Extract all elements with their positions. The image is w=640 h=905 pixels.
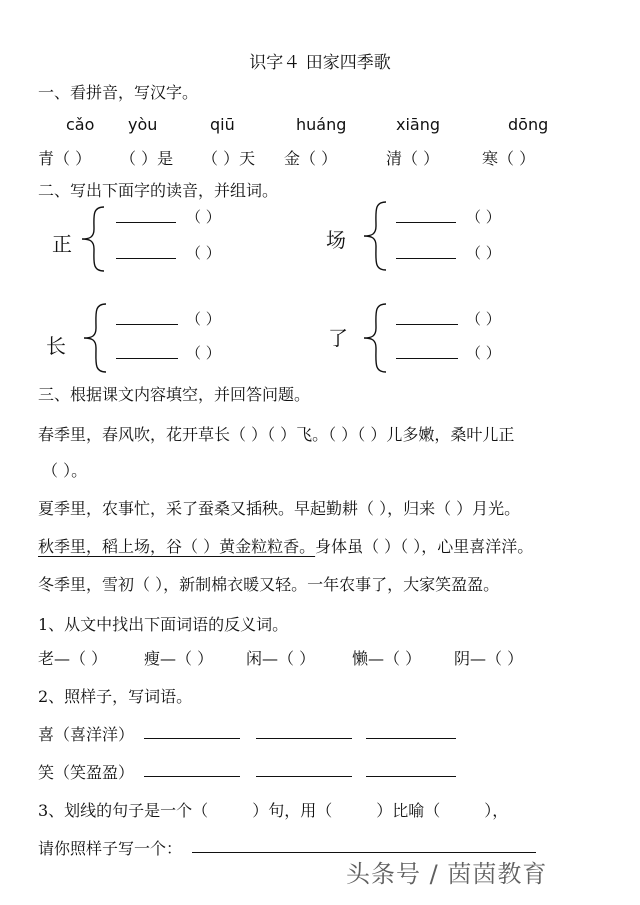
answer-line-xi-1[interactable] [144,738,240,739]
answer-line-xi-3[interactable] [366,738,456,739]
answer-line-xiao-2[interactable] [256,776,352,777]
q3-part-3: ）比喻（ [376,801,441,820]
antonym-yin[interactable]: 阴—（ ） [454,649,524,668]
pinyin-4: huáng [296,115,347,134]
brace-zhang [80,302,110,374]
hanzi-blank-5[interactable]: 清（ ） [386,149,440,168]
word-line-zhang-2[interactable] [116,358,178,359]
paren-chang-1[interactable]: （ ） [466,208,501,226]
paren-le-1[interactable]: （ ） [466,310,501,328]
poem-line-summer[interactable]: 夏季里，农事忙，采了蚕桑又插秧。早起勤耕（ ），归来（ ）月光。 [38,499,521,518]
brace-le [360,302,390,374]
antonym-lan[interactable]: 懒—（ ） [352,649,422,668]
antonym-lao[interactable]: 老—（ ） [38,649,108,668]
paren-zheng-1[interactable]: （ ） [186,208,221,226]
char-zhang: 长 [46,334,66,358]
char-chang: 场 [326,228,346,252]
word-line-zhang-1[interactable] [116,324,178,325]
word-line-le-2[interactable] [396,358,458,359]
hanzi-blank-1[interactable]: 青（ ） [38,149,92,168]
word-line-zheng-1[interactable] [116,222,176,223]
section2-heading: 二、写出下面字的读音，并组词。 [38,181,279,200]
brace-zheng [78,205,108,273]
word-line-zheng-2[interactable] [116,258,176,259]
q3-line1[interactable] [38,798,508,821]
q3-part-4: ）， [484,801,509,820]
poem-line-autumn-rest: 身体虽（ ）（ ），心里喜洋洋。 [315,537,534,556]
watermark: 头条号 / 茵茵教育 [346,860,548,888]
section3-heading: 三、根据课文内容填空，并回答问题。 [38,385,311,404]
answer-line-xiao-1[interactable] [144,776,240,777]
char-zheng: 正 [52,232,72,256]
q3-part-2: ）句，用（ [252,801,333,820]
pinyin-5: xiāng [396,115,441,134]
example-xi: 喜（喜洋洋） [38,725,135,744]
example-xiao: 笑（笑盈盈） [38,763,135,782]
q1-heading: 1、从文中找出下面词语的反义词。 [38,615,289,634]
antonym-shou[interactable]: 瘦—（ ） [144,649,214,668]
poem-line-autumn[interactable] [38,534,533,557]
char-le: 了 [328,326,348,350]
page-title: 识字４ 田家四季歌 [249,53,391,73]
brace-chang [360,200,390,274]
word-line-le-1[interactable] [396,324,458,325]
paren-zhang-1[interactable]: （ ） [186,310,221,328]
word-line-chang-1[interactable] [396,222,456,223]
paren-chang-2[interactable]: （ ） [466,244,501,262]
poem-line-winter[interactable]: 冬季里，雪初（ ），新制棉衣暖又轻。一年农事了，大家笑盈盈。 [38,575,500,594]
poem-line-spring[interactable]: 春季里，春风吹，花开草长（ ）（ ）飞。（ ）（ ）儿多嫩，桑叶儿正 [38,425,515,444]
word-line-chang-2[interactable] [396,258,456,259]
paren-le-2[interactable]: （ ） [466,344,501,362]
underlined-sentence: 秋季里，稻上场，谷（ ）黄金粒粒香。 [38,537,316,556]
q3-answer-line[interactable] [192,852,536,853]
section1-heading: 一、看拼音，写汉字。 [38,83,199,102]
hanzi-blank-2[interactable]: （ ）是 [120,149,174,168]
pinyin-1: cǎo [66,115,95,134]
paren-zheng-2[interactable]: （ ） [186,244,221,262]
hanzi-blank-3[interactable]: （ ）天 [202,149,256,168]
pinyin-2: yòu [128,115,158,134]
answer-line-xiao-3[interactable] [366,776,456,777]
hanzi-blank-6[interactable]: 寒（ ） [482,149,536,168]
hanzi-blank-4[interactable]: 金（ ） [284,149,338,168]
pinyin-3: qiū [210,115,235,134]
paren-zhang-2[interactable]: （ ） [186,344,221,362]
poem-line-spring-cont[interactable]: （ ）。 [42,461,88,480]
pinyin-6: dōng [508,115,549,134]
antonym-xian[interactable]: 闲—（ ） [246,649,316,668]
answer-line-xi-2[interactable] [256,738,352,739]
q2-heading: 2、照样子，写词语。 [38,687,193,706]
q3-part-1: 3、划线的句子是一个（ [38,801,209,820]
q3-line2: 请你照样子写一个： [38,839,183,858]
